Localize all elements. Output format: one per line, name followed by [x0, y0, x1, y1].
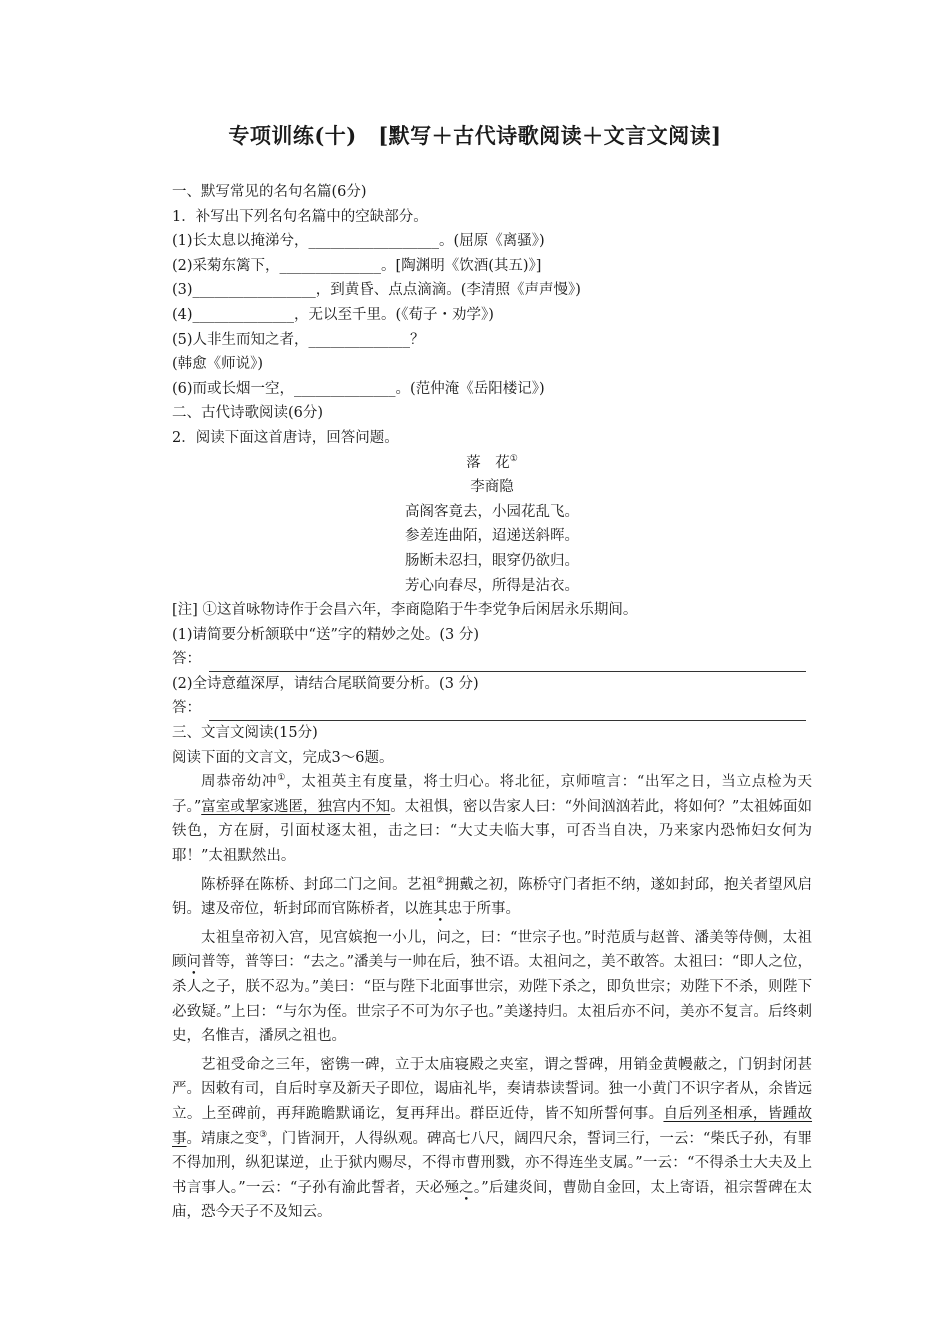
section3-heading: 三、文言文阅读(15分)	[172, 725, 318, 742]
question-2: 2．阅读下面这首唐诗，回答问题。	[172, 429, 399, 446]
poem-line: 高阁客竟去，小园花乱飞。	[405, 503, 579, 520]
dotted-character: 旌	[418, 901, 433, 918]
poem-line: 肠断未忍扫，眼穿仍欲归。	[405, 552, 579, 569]
classical-paragraph-2: 陈桥驿在陈桥、封邱二门之间。艺祖②拥戴之初，陈桥守门者拒不纳，遂如封邱，抱关者望风启钥。逮及帝位，斩封邱而官陈桥者，以旌其忠于所事。	[172, 875, 813, 918]
poem-line: 参差连曲陌，迢递送斜晖。	[405, 528, 579, 545]
section1-heading: 一、默写常见的名句名篇(6分)	[172, 184, 367, 200]
underlined-sentence: 富室或挈家逃匿，独宫内不知	[201, 798, 391, 815]
footnote-marker: ①	[277, 773, 287, 784]
classical-paragraph-1: 周恭帝幼冲①，太祖英主有度量，将士归心。将北征，京师喧言：“出军之日，当立点检为天子。”富室或挈家逃匿，独宫内不知。太祖惧，密以告家人曰：“外间汹汹若此，将如何？”太祖姊面如铁色，方在厨，引面杖逐太祖，击之曰：“大丈夫临大事，可否当自决，乃来家内恐怖妇女何为耶！”太祖默然出。	[172, 773, 812, 865]
fill-item-1: (1)长太息以掩涕兮，__________________。(屈原《离骚》)	[172, 233, 545, 250]
footnote-marker: ②	[436, 875, 445, 886]
footnote-marker: ①	[509, 453, 518, 464]
page-title: 专项训练(十) [默写＋古代诗歌阅读＋文言文阅读]	[228, 123, 722, 148]
fill-item-6: (6)而或长烟一空，______________。(范仲淹《岳阳楼记》)	[172, 380, 545, 397]
poem-title: 落 花①	[466, 453, 518, 471]
answer-blank[interactable]	[209, 657, 806, 672]
poem-line: 芳心向春尽，所得是沾衣。	[405, 577, 579, 594]
fill-item-5: (5)人非生而知之者，______________？	[172, 331, 425, 348]
footnote-marker: ③	[259, 1129, 268, 1140]
fill-item-2: (2)采菊东篱下，______________。[陶渊明《饮酒(其五)》]	[172, 257, 542, 274]
dotted-character: 殛	[444, 1179, 460, 1196]
question-1: 1．补写出下列名句名篇中的空缺部分。	[172, 208, 428, 225]
classical-paragraph-3: 太祖皇帝初入宫，见宫嫔抱一小儿，问之，曰：“世宗子也。”时范质与赵普、潘美等侍侧，太祖顾问普等，普等曰：“去之。”潘美与一帅在后，独不语。太祖问之，美不敢答。太祖曰：“即人之位，杀人之子，朕不忍为。”美曰：“臣与陛下北面事世宗，劝陛下杀之，即负世宗；劝陛下不杀，则陛下必致疑。”上曰：“与尔为侄。世宗子不可为尔子也。”美遂持归。太祖后亦不问，美亦不复言。后终刺史，名惟吉，潘夙之祖也。	[172, 929, 812, 1045]
sub-question-1: (1)请简要分析颔联中“送”字的精妙之处。(3 分)	[172, 626, 480, 643]
classical-paragraph-4: 艺祖受命之三年，密镌一碑，立于太庙寝殿之夹室，谓之誓碑，用销金黄幔蔽之，门钥封闭甚严。因敕有司，自后时享及新天子即位，谒庙礼毕，奏请恭读誓词。独一小黄门不识字者从，余皆远立。上至碑前，再拜跪瞻默诵讫，复再拜出。群臣近侍，皆不知所誓何事。自后列圣相承，皆踵故事。靖康之变③，门皆洞开，人得纵观。碑高七八尺，阔四尺余，誓词三行，一云：“柴氏子孙，有罪不得加刑，纵犯谋逆，止于狱内赐尽，不得市曹刑戮，亦不得连坐支属。”一云：“不得杀士大夫及上书言事人。”一云：“子孙有渝此誓者，天必殛之。”后建炎间，曹勋自金回，太上寄语，祖宗誓碑在太庙，恐今天子不及知云。	[172, 1056, 813, 1221]
poem-author: 李商隐	[470, 479, 514, 496]
dotted-character: 顾	[172, 954, 187, 971]
fill-item-4: (4)______________，无以至千里。(《荀子・劝学》)	[172, 306, 494, 323]
section3-intro: 阅读下面的文言文，完成3～6题。	[172, 749, 394, 766]
underlined-sentence: 自后列圣相承，皆踵故事	[172, 1105, 813, 1147]
sub-question-2: (2)全诗意蕴深厚，请结合尾联简要分析。(3 分)	[172, 675, 479, 692]
fill-item-3: (3)_________________，到黄昏、点点滴滴。(李清照《声声慢》)	[172, 282, 581, 299]
answer-line-1[interactable]	[172, 647, 812, 672]
document-body	[172, 180, 812, 1225]
answer-line-2[interactable]	[172, 696, 812, 721]
fill-item-5-source: (韩愈《师说》)	[172, 356, 264, 373]
answer-blank[interactable]	[209, 706, 806, 721]
section2-heading: 二、古代诗歌阅读(6分)	[172, 405, 324, 422]
answer-label: 答：	[172, 700, 201, 717]
answer-label: 答：	[172, 651, 201, 668]
poem-note: [注] ①这首咏物诗作于会昌六年，李商隐陷于牛李党争后闲居永乐期间。	[172, 602, 638, 619]
